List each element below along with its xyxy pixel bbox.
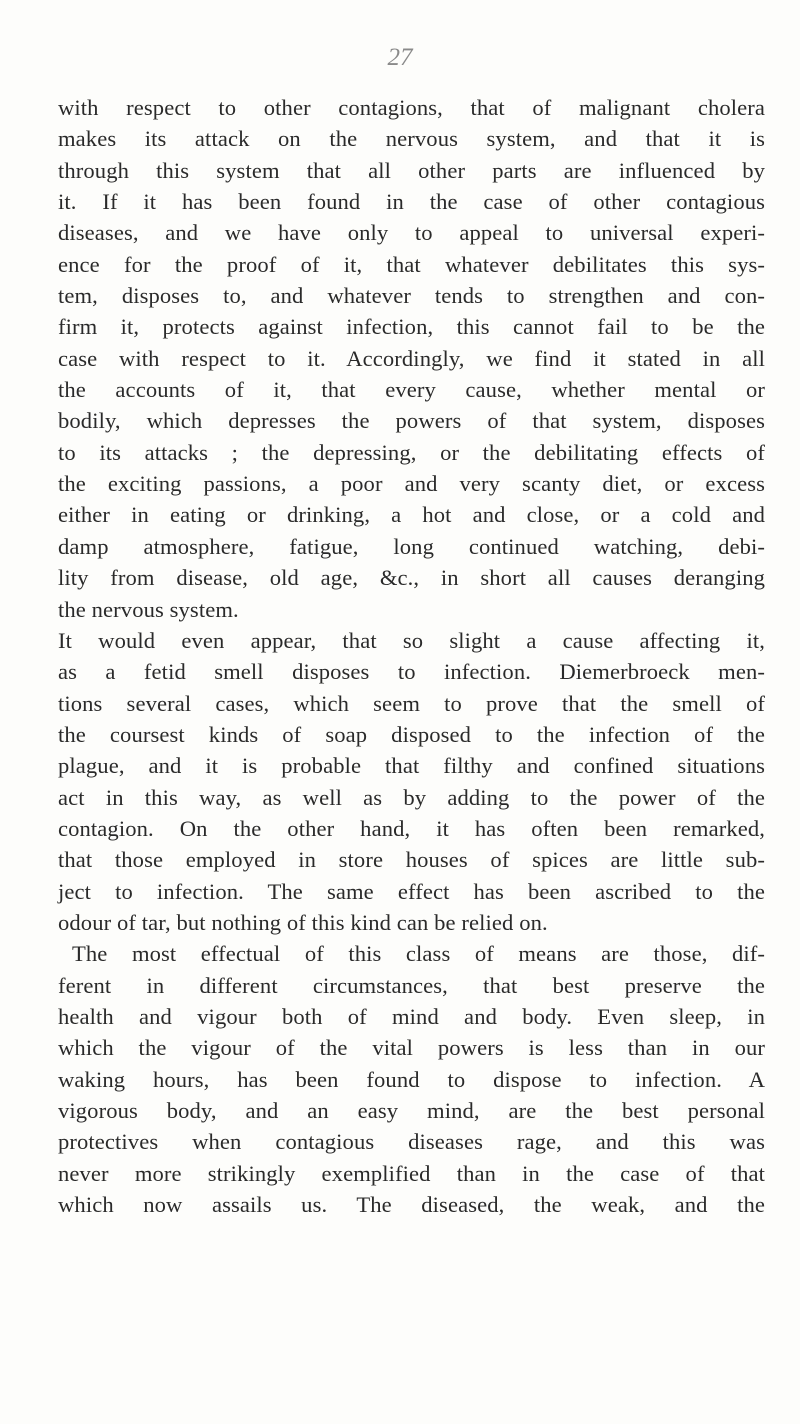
text-line: the accounts of it, that every cause, whether mental or [58, 377, 765, 403]
text-line: through this system that all other parts are influenced by [58, 157, 765, 183]
text-line: The most effectual of this class of means are those, dif- [72, 941, 765, 967]
body-text [58, 92, 765, 1220]
text-line: tem, disposes to, and whatever tends to strengthen and con- [58, 283, 765, 309]
text-line: which now assails us. The diseased, the weak, and the [58, 1192, 765, 1218]
page-number: 27 [387, 44, 413, 71]
text-line: odour of tar, but nothing of this kind can be relied on. [58, 909, 548, 935]
text-line: which the vigour of the vital powers is less than in our [58, 1035, 765, 1061]
text-line: bodily, which depresses the powers of that system, disposes [58, 408, 765, 434]
text-line: diseases, and we have only to appeal to universal experi- [58, 220, 765, 246]
text-line: damp atmosphere, fatigue, long continued watching, debi- [58, 533, 765, 559]
text-line: never more strikingly exemplified than in the case of that [58, 1160, 765, 1186]
text-line: the exciting passions, a poor and very scanty diet, or excess [58, 471, 765, 497]
text-line: it. If it has been found in the case of other contagious [58, 189, 765, 215]
text-line: health and vigour both of mind and body. Even sleep, in [58, 1003, 765, 1029]
text-line: with respect to other contagions, that of malignant cholera [58, 95, 765, 120]
text-line: to its attacks ; the depressing, or the debilitating effects of [58, 439, 765, 465]
text-line: waking hours, has been found to dispose to infection. A [58, 1066, 765, 1092]
text-line: plague, and it is probable that filthy and confined situations [58, 753, 765, 779]
text-line: either in eating or drinking, a hot and close, or a cold and [58, 502, 765, 528]
text-line: tions several cases, which seem to prove that the smell of [58, 690, 765, 716]
text-line: protectives when contagious diseases rage, and this was [58, 1129, 765, 1155]
text-line: vigorous body, and an easy mind, are the best personal [58, 1098, 765, 1123]
text-line: case with respect to it. Accordingly, we find it stated in all [58, 345, 765, 371]
text-line: ence for the proof of it, that whatever debilitates this sys- [58, 251, 765, 277]
text-line: lity from disease, old age, &c., in short all causes deranging [58, 565, 765, 591]
text-line: the nervous system. [58, 596, 239, 622]
text-line: the coursest kinds of soap disposed to the infection of the [58, 721, 765, 747]
text-line: ferent in different circumstances, that best preserve the [58, 972, 765, 998]
text-line: as a fetid smell disposes to infection. Diemerbroeck men- [58, 659, 765, 685]
text-line: contagion. On the other hand, it has often been remarked, [58, 815, 765, 841]
text-line: makes its attack on the nervous system, and that it is [58, 126, 765, 152]
text-line: firm it, protects against infection, this cannot fail to be the [58, 314, 765, 340]
text-line: act in this way, as well as by adding to the power of the [58, 784, 765, 810]
text-line: that those employed in store houses of spices are little sub- [58, 847, 765, 873]
text-line: ject to infection. The same effect has been ascribed to the [58, 878, 765, 904]
text-line: It would even appear, that so slight a cause affecting it, [58, 627, 765, 653]
